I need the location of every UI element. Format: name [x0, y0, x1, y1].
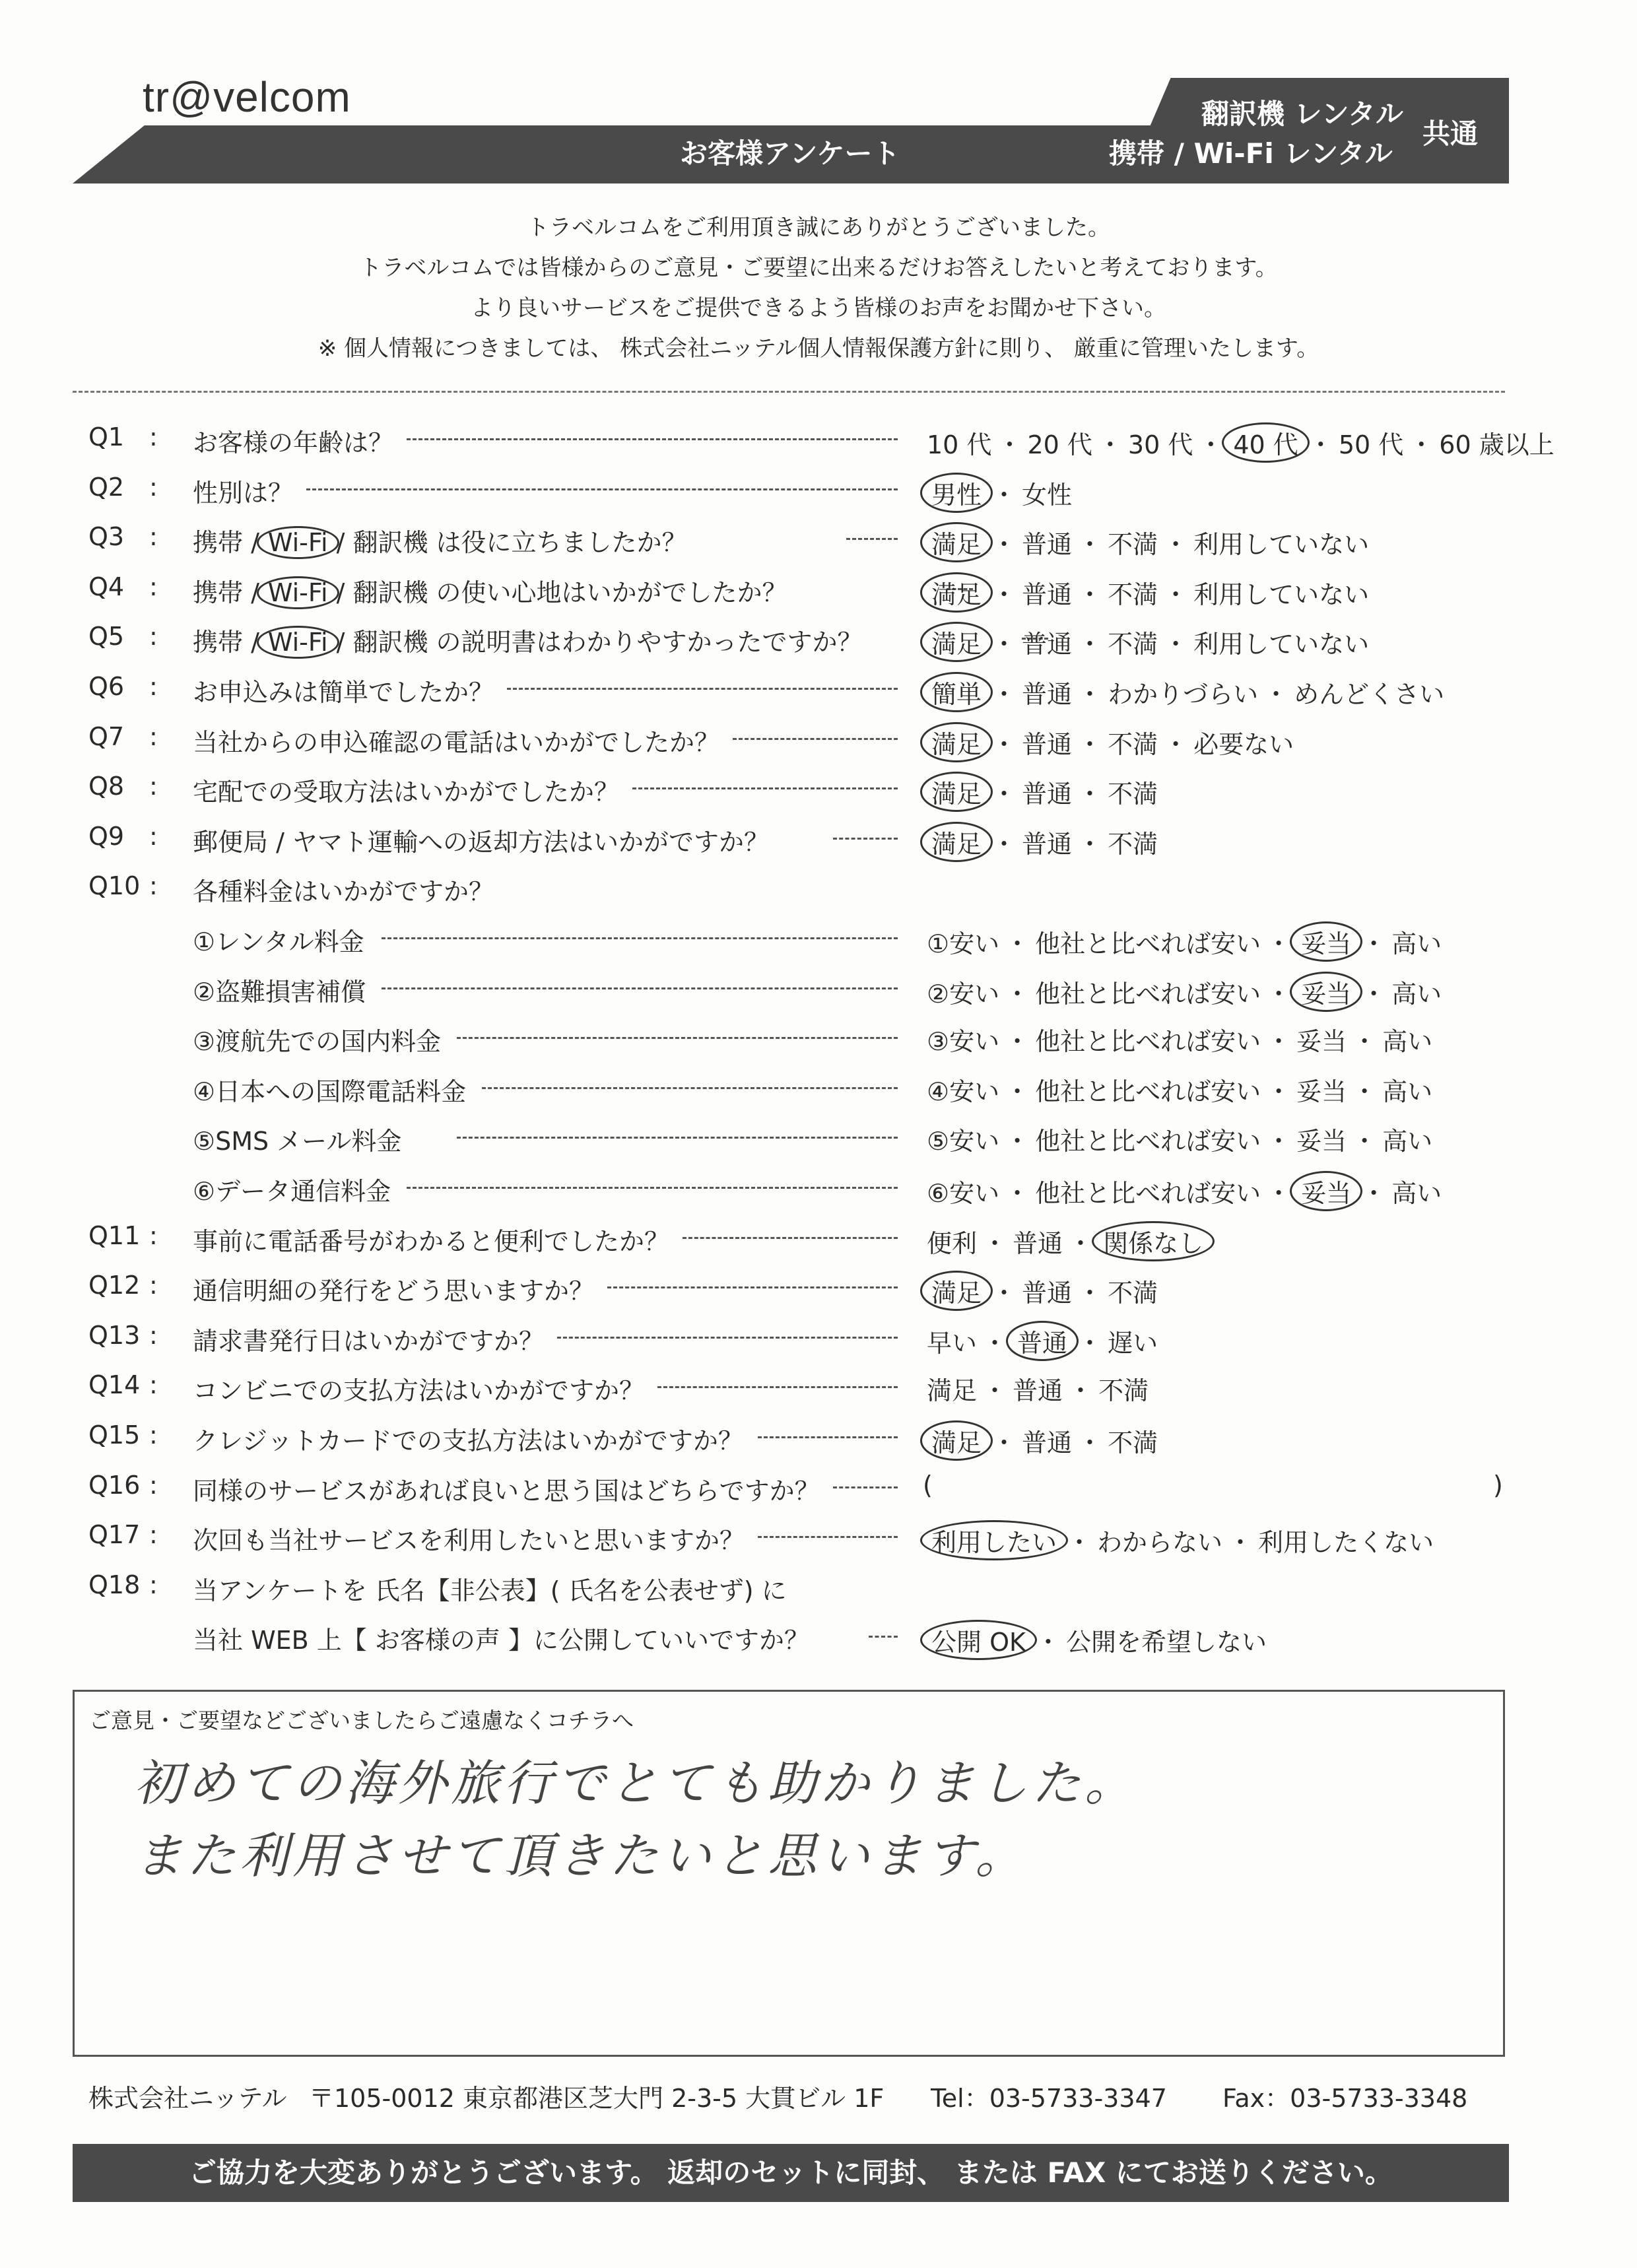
colon: : [149, 721, 158, 751]
option[interactable]: 遅い [1108, 1328, 1158, 1358]
dashed-leader [557, 1337, 898, 1339]
option[interactable]: 60 歳以上 [1439, 430, 1554, 459]
question-number: Q1 [88, 422, 125, 451]
dashed-leader [607, 1286, 898, 1288]
option[interactable]: 普通 [1013, 1376, 1063, 1406]
option[interactable]: 不満 [1108, 630, 1158, 659]
option[interactable]: 不満 [1108, 580, 1158, 609]
intro-line: トラベルコムをご利用頂き誠にありがとうございました。 [527, 215, 1110, 241]
colon: : [149, 1570, 158, 1599]
question-number: Q13 [88, 1320, 141, 1350]
dashed-leader [869, 1636, 898, 1638]
question-row [0, 1570, 1637, 1620]
sub-question-row [0, 1071, 1637, 1121]
option[interactable]: 他社と比べれば安い [1035, 1127, 1261, 1156]
question-row [0, 1321, 1637, 1371]
option-separator: ・ [1163, 530, 1189, 560]
option[interactable]: 高い [1391, 1179, 1442, 1208]
option[interactable]: 普通 [1022, 530, 1073, 560]
question-row [0, 871, 1637, 921]
selected-option[interactable]: 満足 [920, 1420, 993, 1461]
sub-question-row [0, 1021, 1637, 1071]
question-text-part: 携帯 / [193, 578, 259, 607]
selected-option[interactable]: 満足 [920, 1271, 993, 1311]
option[interactable]: 不満 [1108, 780, 1158, 809]
fee-item-label: ⑥データ通信料金 [193, 1177, 391, 1206]
option[interactable]: 不満 [1108, 729, 1158, 759]
answer-options [923, 1171, 1446, 1211]
option[interactable]: 普通 [1022, 1279, 1073, 1308]
colon: : [149, 1271, 158, 1300]
option-separator: ・ [1005, 979, 1030, 1009]
option-separator: ・ [1097, 430, 1123, 459]
question-text-part: 携帯 / [193, 628, 259, 657]
selected-option[interactable]: 妥当 [1290, 972, 1362, 1012]
dashed-leader [846, 538, 898, 540]
option-separator: ・ [1005, 1127, 1030, 1156]
option-separator: ・ [1077, 780, 1103, 809]
question-row [0, 672, 1637, 722]
option[interactable]: 高い [1391, 979, 1442, 1009]
question-number: Q12 [88, 1271, 141, 1300]
option[interactable]: 50 代 [1338, 430, 1404, 459]
option[interactable]: 満足 [927, 1376, 978, 1406]
answer-options [923, 522, 1373, 562]
answer-options [923, 1221, 1212, 1261]
option[interactable]: ④安い [927, 1077, 1000, 1106]
option-separator: ・ [1352, 1077, 1378, 1106]
dashed-leader [482, 1087, 898, 1089]
colon: : [149, 1420, 158, 1450]
option-separator: ・ [1077, 580, 1103, 609]
fee-item-label: ②盗難損害補償 [193, 977, 366, 1007]
option[interactable]: 普通 [1022, 829, 1073, 859]
answer-options [923, 622, 1373, 662]
option-separator: ・ [991, 630, 1017, 659]
question-number: Q6 [88, 672, 125, 701]
option-separator: ・ [1077, 729, 1103, 759]
option-separator: ・ [1352, 1027, 1378, 1057]
option-separator: ・ [1068, 1376, 1094, 1406]
question-text-part: / 翻訳機 は役に立ちましたか？ [336, 528, 687, 558]
travelcom-logo: tr@velcom [143, 73, 351, 121]
fee-item-label: ⑤SMS メール料金 [193, 1127, 402, 1156]
wifi-circled: Wi-Fi [257, 626, 339, 659]
question-text: 性別は？ [193, 478, 294, 508]
option-separator: ・ [982, 1328, 1008, 1358]
colon: : [149, 572, 158, 601]
question-number: Q15 [88, 1420, 141, 1450]
option-separator: ・ [991, 829, 1017, 859]
intro-line: より良いサービスをご提供できるよう皆様のお声をお聞かせ下さい。 [471, 295, 1166, 321]
question-text [193, 622, 863, 658]
question-number: Q16 [88, 1470, 141, 1500]
option-separator: ・ [1361, 1179, 1387, 1208]
option-separator: ・ [1077, 680, 1103, 709]
country-input-open-paren[interactable]: ( [923, 1470, 933, 1500]
question-row [0, 772, 1637, 822]
option-separator: ・ [1308, 430, 1333, 459]
question-row [0, 1520, 1637, 1570]
answer-options [923, 722, 1298, 762]
comment-label: ご意見・ご要望などございましたらご遠慮なくコチラへ [89, 1708, 634, 1733]
dashed-leader [833, 838, 898, 840]
answer-options [923, 672, 1448, 712]
tag-common: 共通 [1422, 117, 1479, 150]
question-row [0, 473, 1637, 523]
question-text: お申込みは簡単でしたか？ [193, 678, 494, 707]
option[interactable]: 早い [927, 1328, 978, 1358]
question-text: 当社 WEB 上【 お客様の声 】に公開していいですか？ [193, 1626, 809, 1655]
answer-options [923, 473, 1076, 513]
question-number: Q2 [88, 472, 125, 502]
option[interactable]: 不満 [1108, 1428, 1158, 1457]
question-row [0, 722, 1637, 772]
selected-option[interactable]: 妥当 [1290, 921, 1362, 962]
footer-bar: ご協力を大変ありがとうございます。 返却のセットに同封、 または FAX にてお送りください。 [73, 2144, 1509, 2202]
selected-option[interactable]: 満足 [920, 572, 993, 613]
dashed-leader [457, 1037, 898, 1039]
option-separator: ・ [1263, 680, 1289, 709]
question-text: コンビニでの支払方法はいかがですか？ [193, 1376, 645, 1406]
question-row [0, 822, 1637, 872]
option[interactable]: 必要ない [1193, 729, 1294, 759]
question-text: 事前に電話番号がわかると便利でしたか？ [193, 1226, 670, 1256]
question-number: Q10 [88, 871, 141, 901]
question-text-part: 携帯 / [193, 528, 259, 558]
option[interactable]: 普通 [1022, 680, 1073, 709]
colon: : [149, 422, 158, 451]
answer-options [923, 921, 1446, 962]
selected-option[interactable]: 満足 [920, 722, 993, 762]
option-separator: ・ [982, 1376, 1008, 1406]
question-text: 次回も当社サービスを利用したいと思いますか？ [193, 1526, 745, 1556]
dashed-leader [833, 1486, 898, 1488]
fee-item-label: ①レンタル料金 [193, 927, 364, 956]
option-separator: ・ [1266, 1127, 1292, 1156]
answer-options [923, 1420, 1162, 1461]
option[interactable]: 高い [1382, 1027, 1433, 1057]
tag-translator-rental: 翻訳機 レンタル [1201, 98, 1403, 130]
option[interactable]: 他社と比べれば安い [1035, 1179, 1261, 1208]
option-separator: ・ [1005, 1027, 1030, 1057]
option-separator: ・ [991, 780, 1017, 809]
handwritten-comment-line: 初めての海外旅行でとても助かりました。 [134, 1755, 1137, 1812]
option[interactable]: 利用していない [1193, 630, 1370, 659]
option-separator: ・ [1005, 929, 1030, 958]
question-text: 当アンケートを 氏名【非公表】( 氏名を公表せず) に [193, 1576, 787, 1605]
question-text: 請求書発行日はいかがですか？ [193, 1326, 545, 1356]
answer-options [923, 572, 1373, 613]
option-separator: ・ [1077, 630, 1103, 659]
option[interactable]: 他社と比べれば安い [1035, 929, 1261, 958]
answer-options [923, 1071, 1436, 1108]
option-separator: ・ [1266, 1027, 1292, 1057]
option-separator: ・ [1266, 929, 1292, 958]
question-number: Q9 [88, 821, 125, 851]
option-separator: ・ [1077, 1328, 1103, 1358]
option[interactable]: 他社と比べれば安い [1035, 1027, 1261, 1057]
option[interactable]: 10 代 [927, 430, 992, 459]
option[interactable]: 普通 [1022, 1428, 1073, 1457]
option[interactable]: 妥当 [1296, 1077, 1347, 1106]
option-separator: ・ [1266, 1077, 1292, 1106]
question-text: お客様の年齢は？ [193, 428, 394, 457]
selected-option[interactable]: 40 代 [1222, 422, 1309, 463]
selected-option[interactable]: 簡単 [920, 672, 993, 712]
option[interactable]: 妥当 [1296, 1127, 1347, 1156]
option-separator: ・ [1067, 1528, 1092, 1558]
dashed-leader [306, 488, 898, 490]
colon: : [149, 1520, 158, 1550]
question-row [0, 522, 1637, 572]
option-separator: ・ [1077, 530, 1103, 560]
option-separator: ・ [1163, 729, 1189, 759]
answer-options [923, 1620, 1271, 1660]
option-separator: ・ [991, 580, 1017, 609]
option-separator: ・ [1228, 1528, 1253, 1558]
selected-option[interactable]: 満足 [920, 822, 993, 862]
question-row [0, 1221, 1637, 1271]
sub-question-row [0, 1171, 1637, 1221]
intro-line: ※ 個人情報につきましては、 株式会社ニッテル個人情報保護方針に則り、 厳重に管理いたします。 [317, 335, 1320, 362]
colon: : [149, 1320, 158, 1350]
selected-option[interactable]: 公開 OK [920, 1620, 1037, 1660]
dashed-leader [507, 688, 898, 690]
option-separator: ・ [991, 1428, 1017, 1457]
comment-box[interactable] [73, 1690, 1505, 2057]
option-separator: ・ [1361, 979, 1387, 1009]
option[interactable]: 20 代 [1027, 430, 1092, 459]
option[interactable]: 高い [1391, 929, 1442, 958]
selected-option[interactable]: 利用したい [920, 1520, 1068, 1560]
option-separator: ・ [1005, 1179, 1030, 1208]
question-text: 郵便局 / ヤマト運輸への返却方法はいかがですか？ [193, 827, 769, 857]
dashed-leader [758, 1436, 898, 1438]
option[interactable]: 便利 [927, 1228, 978, 1258]
question-text-part: / 翻訳機 の説明書はわかりやすかったですか？ [336, 628, 863, 657]
dashed-leader [382, 987, 898, 989]
option[interactable]: 高い [1382, 1077, 1433, 1106]
option[interactable]: 30 代 [1127, 430, 1193, 459]
selected-option[interactable]: 満足 [920, 772, 993, 812]
question-number: Q3 [88, 522, 125, 552]
selected-option[interactable]: 満足 [920, 622, 993, 662]
option[interactable]: 普通 [1022, 780, 1073, 809]
colon: : [149, 772, 158, 801]
colon: : [149, 622, 158, 651]
colon: : [149, 821, 158, 851]
colon: : [149, 1470, 158, 1500]
sub-question-row [0, 972, 1637, 1022]
option[interactable]: ③安い [927, 1027, 1000, 1057]
question-text: クレジットカードでの支払方法はいかがですか？ [193, 1426, 743, 1455]
selected-option[interactable]: 関係なし [1092, 1221, 1215, 1261]
option[interactable]: ①安い [927, 929, 1000, 958]
option-separator: ・ [1077, 829, 1103, 859]
option-separator: ・ [991, 680, 1017, 709]
dashed-leader [382, 937, 898, 939]
colon: : [149, 1370, 158, 1400]
option-separator: ・ [991, 729, 1017, 759]
question-number: Q7 [88, 721, 125, 751]
answer-options [923, 1021, 1436, 1057]
option[interactable]: 普通 [1013, 1228, 1063, 1258]
wifi-circled: Wi-Fi [257, 576, 339, 609]
option[interactable]: 不満 [1108, 1279, 1158, 1308]
question-number: Q8 [88, 772, 125, 801]
dashed-leader [683, 1237, 898, 1239]
option[interactable]: 利用していない [1193, 580, 1370, 609]
question-text: 当社からの申込確認の電話はいかがでしたか？ [193, 727, 720, 757]
question-row [0, 622, 1637, 672]
fee-item-label: ④日本への国際電話料金 [193, 1077, 467, 1106]
colon: : [149, 522, 158, 552]
colon: : [149, 1220, 158, 1250]
question-text [193, 572, 787, 609]
dashed-leader [407, 1187, 898, 1189]
option[interactable]: 不満 [1108, 829, 1158, 859]
option-separator: ・ [1198, 430, 1224, 459]
option-separator: ・ [1163, 580, 1189, 609]
question-number: Q14 [88, 1370, 141, 1400]
option[interactable]: 普通 [1022, 630, 1073, 659]
selected-option[interactable]: 妥当 [1290, 1171, 1362, 1211]
question-text: 同様のサービスがあれば良いと思う国はどちらですか？ [193, 1476, 820, 1506]
intro-text [0, 208, 1637, 369]
option[interactable]: 他社と比べれば安い [1035, 979, 1261, 1009]
question-row [0, 1370, 1637, 1420]
option-separator: ・ [1077, 1428, 1103, 1457]
option[interactable]: 利用していない [1193, 530, 1370, 560]
option-separator: ・ [1077, 1279, 1103, 1308]
option-separator: ・ [1409, 430, 1434, 459]
divider [73, 391, 1505, 393]
option[interactable]: ⑥安い [927, 1179, 1000, 1208]
footer-address: 〒105-0012 東京都港区芝大門 2-3-5 大貫ビル 1F [309, 2084, 885, 2113]
answer-options [923, 822, 1162, 862]
question-row [0, 1420, 1637, 1471]
sub-question-row [0, 1121, 1637, 1171]
option[interactable]: ②安い [927, 979, 1000, 1009]
dashed-leader [457, 1137, 898, 1139]
question-text: 通信明細の発行をどう思いますか？ [193, 1277, 595, 1306]
tag-wifi-rental: 携帯 / Wi-Fi レンタル [1109, 137, 1393, 170]
question-text: 宅配での受取方法はいかがでしたか？ [193, 778, 620, 807]
option-separator: ・ [997, 430, 1022, 459]
option-separator: ・ [1361, 929, 1387, 958]
question-row [0, 572, 1637, 622]
option-separator: ・ [982, 1228, 1008, 1258]
option[interactable]: 不満 [1108, 530, 1158, 560]
footer-company: 株式会社ニッテル [88, 2084, 287, 2113]
question-row [0, 1620, 1637, 1670]
colon: : [149, 472, 158, 502]
option[interactable]: 妥当 [1296, 1027, 1347, 1057]
option-separator: ・ [1005, 1077, 1030, 1106]
option-separator: ・ [1266, 1179, 1292, 1208]
country-input-close-paren: ) [1493, 1470, 1503, 1500]
answer-options [923, 422, 1558, 463]
footer-tel: Tel：03-5733-3347 [931, 2084, 1167, 2113]
answer-options [923, 1370, 1153, 1407]
question-row [0, 422, 1637, 473]
survey-title: お客様アンケート [680, 137, 900, 170]
answer-options [923, 972, 1446, 1012]
sub-question-row [0, 921, 1637, 972]
question-row [0, 1271, 1637, 1321]
dashed-leader [733, 738, 898, 740]
fee-item-label: ③渡航先での国内料金 [193, 1027, 442, 1057]
option-separator: ・ [1035, 1628, 1061, 1657]
option[interactable]: 普通 [1022, 729, 1073, 759]
question-row [0, 1471, 1637, 1521]
dashed-leader [632, 787, 898, 789]
question-text [193, 522, 687, 558]
dashed-leader [407, 438, 898, 440]
option[interactable]: ⑤安い [927, 1127, 1000, 1156]
option-separator: ・ [1068, 1228, 1094, 1258]
question-number: Q18 [88, 1570, 141, 1599]
dashed-leader [657, 1386, 898, 1388]
option[interactable]: 他社と比べれば安い [1035, 1077, 1261, 1106]
option[interactable]: 不満 [1098, 1376, 1149, 1406]
question-text-part: / 翻訳機 の使い心地はいかがでしたか？ [336, 578, 787, 607]
option-separator: ・ [991, 530, 1017, 560]
footer-fax: Fax：03-5733-3348 [1222, 2084, 1468, 2113]
option-separator: ・ [1163, 630, 1189, 659]
option[interactable]: 利用したくない [1258, 1528, 1434, 1558]
colon: : [149, 672, 158, 701]
answer-options [923, 1271, 1162, 1311]
answer-options [923, 1321, 1162, 1361]
question-number: Q5 [88, 622, 125, 651]
option[interactable]: 公開を希望しない [1065, 1628, 1267, 1657]
question-number: Q11 [88, 1220, 141, 1250]
option[interactable]: 高い [1382, 1127, 1433, 1156]
selected-option[interactable]: 満足 [920, 522, 993, 562]
answer-options [923, 1121, 1436, 1157]
option[interactable]: 普通 [1022, 580, 1073, 609]
question-text: 各種料金はいかがですか？ [193, 877, 494, 907]
option-separator: ・ [1266, 979, 1292, 1009]
handwritten-comment-line: また利用させて頂きたいと思います。 [134, 1828, 1028, 1884]
selected-option[interactable]: 普通 [1006, 1321, 1079, 1361]
question-number: Q4 [88, 572, 125, 601]
option[interactable]: めんどくさい [1294, 680, 1445, 709]
option[interactable]: 女性 [1022, 480, 1073, 510]
answer-options [923, 1520, 1438, 1560]
option-separator: ・ [1352, 1127, 1378, 1156]
option-separator: ・ [991, 480, 1017, 510]
wifi-circled: Wi-Fi [257, 526, 339, 559]
selected-option[interactable]: 男性 [920, 473, 993, 513]
option[interactable]: わかりづらい [1108, 680, 1259, 709]
option[interactable]: わからない [1097, 1528, 1223, 1558]
question-number: Q17 [88, 1520, 141, 1550]
intro-line: トラベルコムでは皆様からのご意見・ご要望に出来るだけお答えしたいと考えております。 [359, 255, 1278, 281]
colon: : [149, 871, 158, 901]
answer-options [923, 772, 1162, 812]
dashed-leader [758, 1536, 898, 1538]
option-separator: ・ [991, 1279, 1017, 1308]
